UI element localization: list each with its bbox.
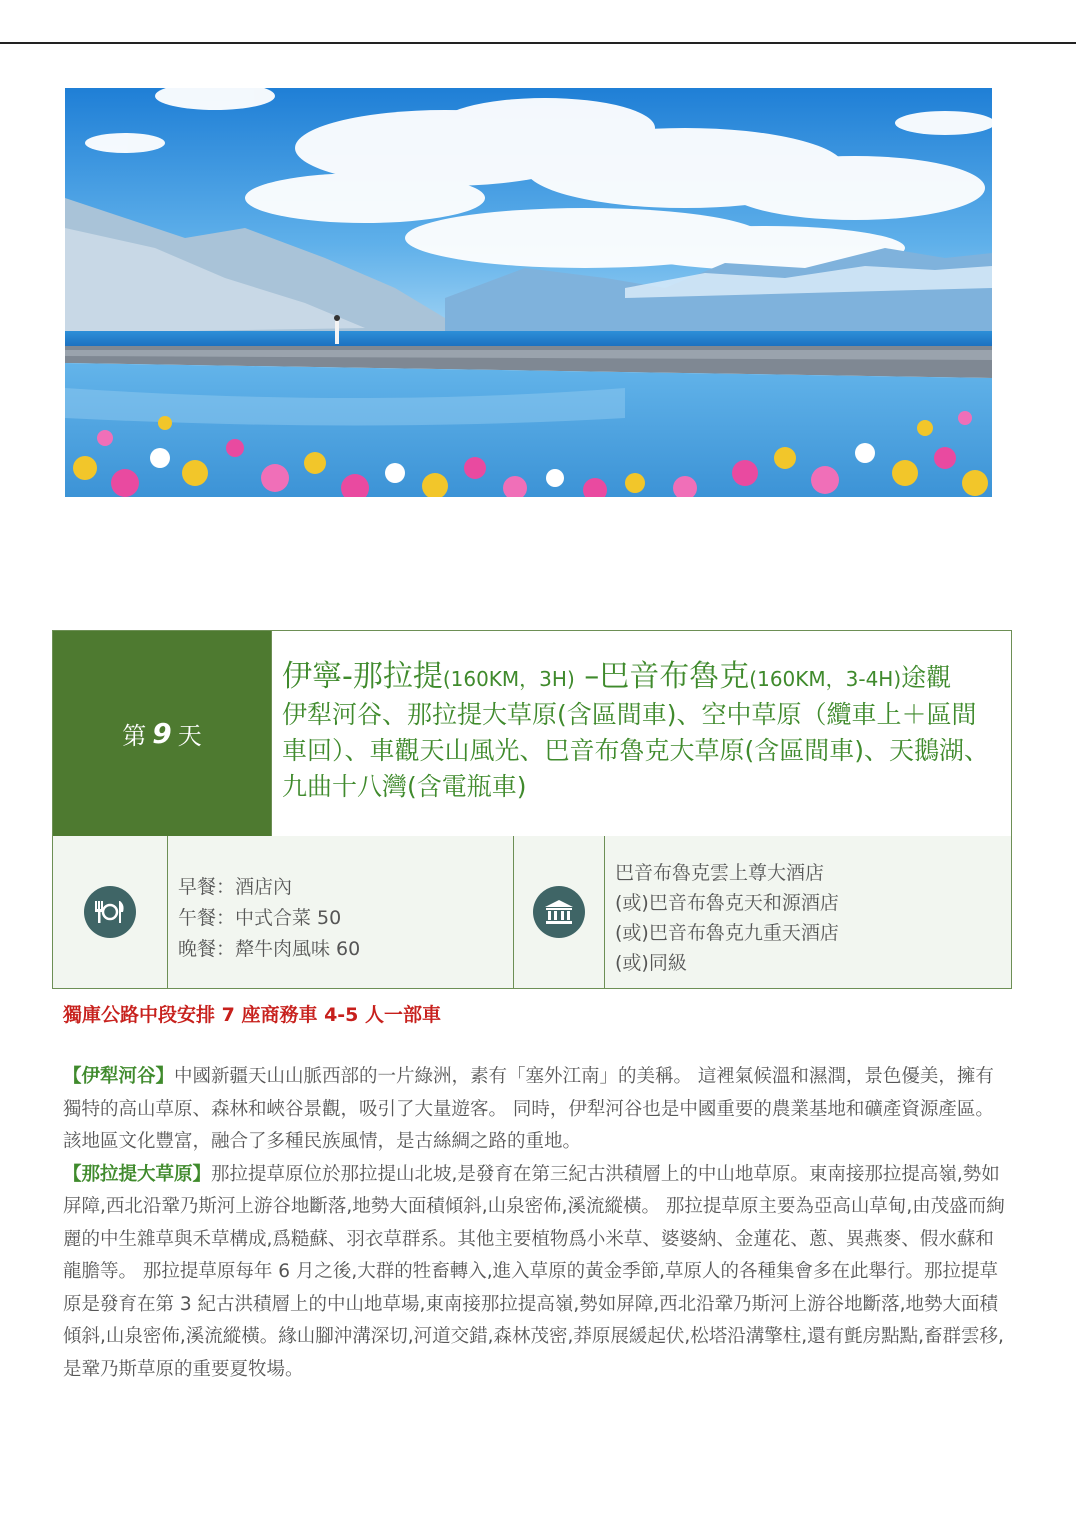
nalati-tag: 【那拉提大草原】 <box>63 1163 212 1185</box>
route-line-3: 車回）、車觀天山風光、巴音布魯克大草原(含區間車)、天鵝湖、 <box>282 736 990 765</box>
route-distance-1: (160KM，3H) <box>442 667 575 691</box>
meals-cell <box>168 836 514 988</box>
dinner-text: 晚餐：犛牛肉風味 60 <box>178 938 361 960</box>
day-suffix: 天 <box>177 722 202 750</box>
hero-landscape-photo <box>65 88 992 497</box>
day-header-row <box>53 631 1011 837</box>
hotel-building-icon <box>533 886 585 938</box>
lunch-text: 午餐：中式合菜 50 <box>178 907 342 929</box>
meal-icon-cell <box>53 836 168 988</box>
hotel-icon-cell <box>514 836 605 988</box>
route-segment-3: 途觀 <box>901 663 952 692</box>
nalati-text: 那拉提草原位於那拉提山北坡,是發育在第三紀古洪積層上的中山地草原。東南接那拉提高嶺,勢如屏障,西北沿鞏乃斯河上游谷地斷落,地勢大面積傾斜,山泉密佈,溪流縱橫。 那拉提草原主要為亞高山草甸,由茂盛而絢麗的中生雜草與禾草構成,爲糙蘇、羽衣草群系。其他主要植物爲小米草、婆婆納、金蓮花、蔥、異燕麥、假水蘇和龍膽等。 那拉提草原每年 6 月之後,大群的牲畜轉入,進入草原的黃金季節,草原人的各種集會多在此舉行。那拉提草原是發育在第 3 紀古洪積層上的中山地草場,東南接那拉提高嶺,勢如屏障,西北沿鞏乃斯河上游谷地斷落,地勢大面積傾斜,山泉密佈,溪流縱橫。緣山腳沖溝深切,河道交錯,森林茂密,莽原展緩起伏,松塔沿溝擎柱,還有氈房點點,畜群雲移,是鞏乃斯草原的重要夏牧場。 <box>63 1163 1005 1380</box>
day-prefix: 第 <box>122 722 147 750</box>
route-segment-2: –巴音布魯克 <box>574 659 750 694</box>
route-line-4: 九曲十八灣(含電瓶車) <box>282 772 527 801</box>
yili-text: 中國新疆天山山脈西部的一片綠洲，素有「塞外江南」的美稱。 這裡氣候溫和濕潤，景色優美，擁有獨特的高山草原、森林和峽谷景觀，吸引了大量遊客。 同時，伊犁河谷也是中國重要的農業基地和礦產資源產區。 該地區文化豐富，融合了多種民族風情，是古絲綢之路的重地。 <box>63 1066 994 1152</box>
route-line-2: 伊犁河谷、那拉提大草原(含區間車)、空中草原（纜車上＋區間 <box>282 700 977 729</box>
yili-paragraph <box>63 1061 1008 1159</box>
hotel-cell <box>605 836 1011 988</box>
hotel-line-4: (或)同級 <box>615 952 687 974</box>
day-badge <box>53 631 271 836</box>
utensils-icon <box>84 886 136 938</box>
day-route-title <box>271 631 1011 836</box>
top-divider <box>0 42 1076 44</box>
breakfast-text: 早餐：酒店內 <box>178 876 293 898</box>
hotel-line-3: (或)巴音布魯克九重天酒店 <box>615 922 839 944</box>
itinerary-day-table <box>52 630 1012 989</box>
vehicle-notice: 獨庫公路中段安排 7 座商務車 4-5 人一部車 <box>63 1004 442 1026</box>
nalati-paragraph <box>63 1159 1008 1387</box>
route-distance-2: (160KM，3-4H) <box>749 667 902 691</box>
hotel-line-2: (或)巴音布魯克天和源酒店 <box>615 892 839 914</box>
hotel-line-1: 巴音布魯克雲上尊大酒店 <box>615 862 825 884</box>
day-number: 9 <box>152 717 172 750</box>
day-info-row <box>53 836 1011 988</box>
attraction-descriptions <box>63 1061 1008 1386</box>
route-segment-1: 伊寧-那拉提 <box>282 659 443 694</box>
yili-tag: 【伊犁河谷】 <box>63 1066 175 1087</box>
